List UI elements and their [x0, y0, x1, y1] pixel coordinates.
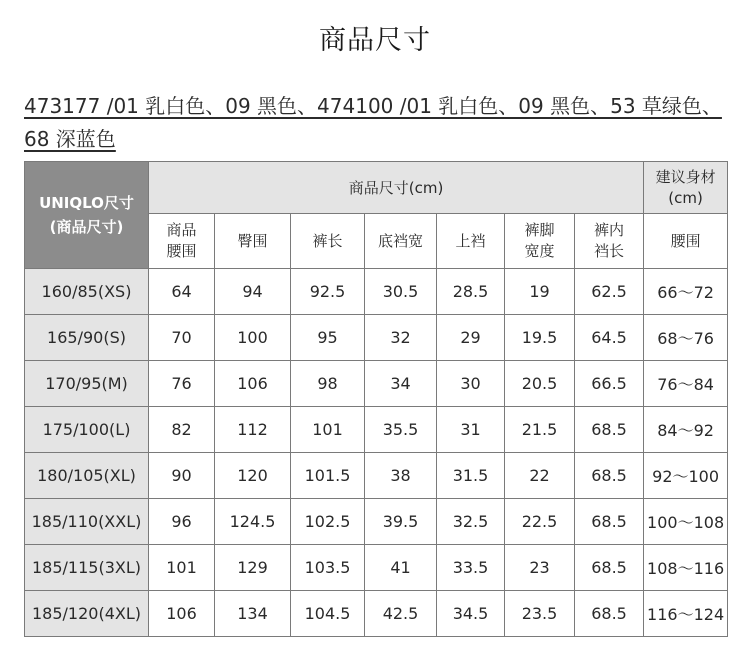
size-label-cell: 175/100(L) [25, 407, 149, 453]
table-cell: 31.5 [437, 453, 505, 499]
column-header-line2: 裆长 [594, 242, 625, 260]
table-row [25, 499, 728, 545]
table-row [25, 361, 728, 407]
table-cell: 29 [437, 315, 505, 361]
size-label-cell: 185/110(XXL) [25, 499, 149, 545]
group-header: 商品尺寸(cm) [149, 162, 644, 214]
table-cell: 64.5 [575, 315, 644, 361]
table-cell: 30 [437, 361, 505, 407]
table-cell: 101 [149, 545, 215, 591]
corner-header-line1: UNIQLO尺寸 [39, 194, 134, 212]
table-row [25, 453, 728, 499]
page-title: 商品尺寸 [319, 25, 431, 56]
table-cell: 68～76 [644, 315, 728, 361]
table-cell: 106 [215, 361, 291, 407]
table-cell: 101 [291, 407, 365, 453]
size-table [24, 161, 728, 637]
column-header [365, 214, 437, 269]
table-cell: 68.5 [575, 407, 644, 453]
column-header [291, 214, 365, 269]
column-header [575, 214, 644, 269]
table-cell: 34 [365, 361, 437, 407]
recommended-header-line2: (cm) [668, 188, 703, 207]
table-cell: 95 [291, 315, 365, 361]
table-cell: 92.5 [291, 269, 365, 315]
size-label-cell: 185/120(4XL) [25, 591, 149, 637]
column-header [149, 214, 215, 269]
table-cell: 30.5 [365, 269, 437, 315]
header-row-1 [25, 162, 728, 214]
column-header-line1: 裤内 [594, 221, 625, 239]
table-cell: 66.5 [575, 361, 644, 407]
table-cell: 64 [149, 269, 215, 315]
table-row [25, 591, 728, 637]
table-cell: 62.5 [575, 269, 644, 315]
table-row [25, 407, 728, 453]
corner-header-line2: (商品尺寸) [49, 218, 124, 236]
table-cell: 100 [215, 315, 291, 361]
column-header-line1: 腰围 [670, 231, 701, 250]
table-cell: 101.5 [291, 453, 365, 499]
table-cell: 28.5 [437, 269, 505, 315]
table-cell: 32.5 [437, 499, 505, 545]
table-cell: 21.5 [505, 407, 575, 453]
table-cell: 108～116 [644, 545, 728, 591]
table-cell: 68.5 [575, 453, 644, 499]
table-row [25, 315, 728, 361]
table-cell: 32 [365, 315, 437, 361]
table-row [25, 269, 728, 315]
column-header-line1: 商品 [166, 221, 197, 239]
table-cell: 102.5 [291, 499, 365, 545]
product-codes-link[interactable]: 473177 /01 乳白色、09 黑色、474100 /01 乳白色、09 黑色、53 草绿色、68 深蓝色 [24, 94, 722, 151]
corner-header [25, 162, 149, 269]
column-header-line1: 裤脚 [524, 221, 555, 239]
table-cell: 124.5 [215, 499, 291, 545]
table-cell: 98 [291, 361, 365, 407]
table-cell: 84～92 [644, 407, 728, 453]
size-label-cell: 165/90(S) [25, 315, 149, 361]
column-header-line1: 上裆 [455, 231, 486, 250]
column-header-line1: 底裆宽 [377, 231, 423, 250]
table-cell: 38 [365, 453, 437, 499]
table-cell: 19.5 [505, 315, 575, 361]
table-cell: 34.5 [437, 591, 505, 637]
column-header-line1: 臀围 [237, 231, 268, 250]
table-cell: 68.5 [575, 591, 644, 637]
column-header [644, 214, 728, 269]
table-cell: 42.5 [365, 591, 437, 637]
table-cell: 116～124 [644, 591, 728, 637]
column-header-line2: 腰围 [166, 242, 197, 260]
table-cell: 82 [149, 407, 215, 453]
table-cell: 90 [149, 453, 215, 499]
table-cell: 22 [505, 453, 575, 499]
size-label-cell: 160/85(XS) [25, 269, 149, 315]
table-cell: 106 [149, 591, 215, 637]
table-cell: 23.5 [505, 591, 575, 637]
table-cell: 70 [149, 315, 215, 361]
column-header [215, 214, 291, 269]
column-header [505, 214, 575, 269]
table-cell: 41 [365, 545, 437, 591]
table-cell: 94 [215, 269, 291, 315]
table-cell: 134 [215, 591, 291, 637]
table-body [25, 162, 728, 637]
table-cell: 33.5 [437, 545, 505, 591]
table-cell: 112 [215, 407, 291, 453]
size-label-cell: 185/115(3XL) [25, 545, 149, 591]
table-cell: 76～84 [644, 361, 728, 407]
table-cell: 120 [215, 453, 291, 499]
table-row [25, 545, 728, 591]
table-cell: 68.5 [575, 545, 644, 591]
table-cell: 31 [437, 407, 505, 453]
table-cell: 39.5 [365, 499, 437, 545]
table-cell: 96 [149, 499, 215, 545]
table-cell: 129 [215, 545, 291, 591]
size-label-cell: 180/105(XL) [25, 453, 149, 499]
column-header-line2: 宽度 [524, 242, 555, 260]
table-cell: 22.5 [505, 499, 575, 545]
table-cell: 35.5 [365, 407, 437, 453]
recommended-header [644, 162, 728, 214]
table-cell: 104.5 [291, 591, 365, 637]
column-header-line1: 裤长 [312, 231, 343, 250]
table-cell: 19 [505, 269, 575, 315]
table-cell: 23 [505, 545, 575, 591]
recommended-header-line1: 建议身材 [655, 167, 716, 186]
table-cell: 66～72 [644, 269, 728, 315]
table-cell: 68.5 [575, 499, 644, 545]
table-cell: 92～100 [644, 453, 728, 499]
size-label-cell: 170/95(M) [25, 361, 149, 407]
table-cell: 100～108 [644, 499, 728, 545]
table-cell: 20.5 [505, 361, 575, 407]
table-cell: 103.5 [291, 545, 365, 591]
table-cell: 76 [149, 361, 215, 407]
column-header [437, 214, 505, 269]
